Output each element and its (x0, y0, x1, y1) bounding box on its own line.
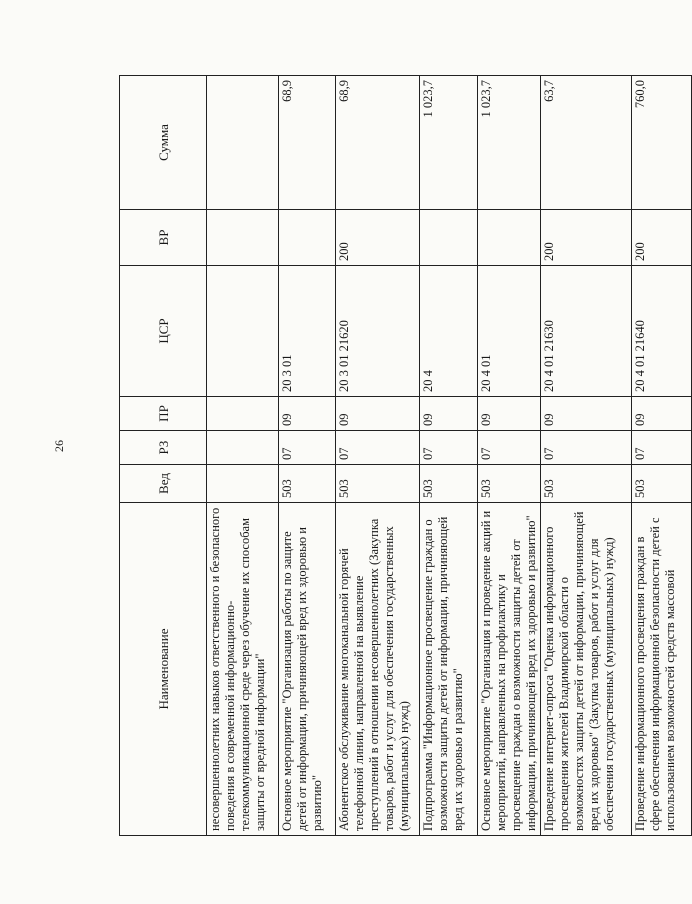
cell-sum: 63,7 (541, 76, 632, 210)
cell-ved: 503 (478, 465, 541, 503)
cell-vr (207, 210, 279, 266)
cell-vr (478, 210, 541, 266)
cell-pr: 09 (336, 397, 420, 431)
cell-pr: 09 (279, 397, 336, 431)
table-header-row (120, 76, 207, 836)
cell-ved: 503 (632, 465, 692, 503)
cell-pr: 09 (478, 397, 541, 431)
cell-pr: 09 (420, 397, 478, 431)
table-row (420, 76, 478, 836)
cell-csr: 20 3 01 21620 (336, 266, 420, 397)
table-row (541, 76, 632, 836)
cell-sum: 1 023,7 (420, 76, 478, 210)
cell-csr: 20 4 01 (478, 266, 541, 397)
cell-ved: 503 (336, 465, 420, 503)
cell-name: несовершеннолетних навыков ответственного и безопасного поведения в современной информационно-телекоммуникационной среде через обучение их способам защиты от вредной информации" (207, 503, 279, 836)
cell-csr: 20 4 (420, 266, 478, 397)
cell-rz: 07 (632, 431, 692, 465)
header-vr: ВР (120, 210, 207, 266)
table-row (279, 76, 336, 836)
cell-sum: 68,9 (279, 76, 336, 210)
header-name: Наименование (120, 503, 207, 836)
cell-csr: 20 4 01 21640 (632, 266, 692, 397)
cell-vr: 200 (336, 210, 420, 266)
cell-ved: 503 (279, 465, 336, 503)
cell-vr (420, 210, 478, 266)
cell-sum: 760,0 (632, 76, 692, 210)
page-number: 26 (52, 440, 66, 452)
table-row (207, 76, 279, 836)
header-pr: ПР (120, 397, 207, 431)
cell-csr (207, 266, 279, 397)
cell-vr: 200 (632, 210, 692, 266)
cell-sum (207, 76, 279, 210)
header-sum: Сумма (120, 76, 207, 210)
cell-name: Подпрограмма "Информационное просвещение граждан о возможности защиты детей от информации, причиняющей вред их здоровью и развитию" (420, 503, 478, 836)
cell-ved: 503 (541, 465, 632, 503)
cell-rz: 07 (541, 431, 632, 465)
cell-name: Основное мероприятие "Организация работы по защите детей от информации, причиняющей вред их здоровью и развитию" (279, 503, 336, 836)
cell-vr (279, 210, 336, 266)
cell-name: Проведение интернет-опроса "Оценка информационного просвещения жителей Владимирской области о возможностях защиты детей от информации, причиняющей вред их здоровью" (Закупка товаров, работ и услуг для обеспечения государственных (муниципальных) нужд) (541, 503, 632, 836)
cell-rz: 07 (336, 431, 420, 465)
header-rz: РЗ (120, 431, 207, 465)
cell-pr: 09 (541, 397, 632, 431)
cell-sum: 1 023,7 (478, 76, 541, 210)
cell-ved (207, 465, 279, 503)
cell-csr: 20 4 01 21630 (541, 266, 632, 397)
cell-pr (207, 397, 279, 431)
cell-rz: 07 (478, 431, 541, 465)
cell-name: Основное мероприятие "Организация и проведение акций и мероприятий, направленных на профилактику и просвещение граждан о возможности защиты детей от информации, причиняющей вред их здоровью и развитию" (478, 503, 541, 836)
cell-ved: 503 (420, 465, 478, 503)
cell-sum: 68,9 (336, 76, 420, 210)
cell-rz: 07 (420, 431, 478, 465)
cell-csr: 20 3 01 (279, 266, 336, 397)
cell-name: Проведение информационного просвещения граждан в сфере обеспечения информационной безопасности детей с использованием возможностей средств массовой (632, 503, 692, 836)
cell-pr: 09 (632, 397, 692, 431)
budget-table (119, 75, 692, 836)
cell-rz: 07 (279, 431, 336, 465)
table-row (336, 76, 420, 836)
cell-vr: 200 (541, 210, 632, 266)
rotated-table-container (119, 76, 677, 836)
table-row (632, 76, 692, 836)
header-csr: ЦСР (120, 266, 207, 397)
header-ved: Вед (120, 465, 207, 503)
table-row (478, 76, 541, 836)
cell-rz (207, 431, 279, 465)
cell-name: Абонентское обслуживание многоканальной горячей телефонной линии, направленной на выявление преступлений в отношении несовершеннолетних (Закупка товаров, работ и услуг для обеспечения государственных (муниципальных) нужд) (336, 503, 420, 836)
